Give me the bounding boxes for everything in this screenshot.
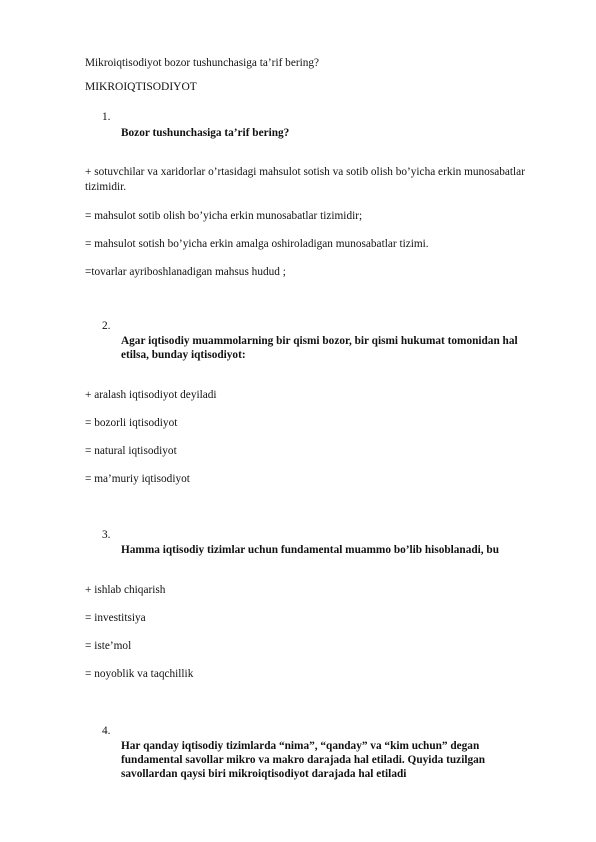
q3-answer-4: = noyoblik va taqchillik (85, 668, 194, 680)
q3-answer-2: = investitsiya (85, 612, 146, 624)
q3-answer-correct: + ishlab chiqarish (85, 584, 166, 596)
q1-answer-2: = mahsulot sotib olish bo’yicha erkin munosabatlar tizimidir; (85, 210, 363, 222)
question-4-number: 4. (102, 725, 111, 737)
question-4-text-line-1: Har qanday iqtisodiy tizimlarda “nima”, “qanday” va “kim uchun” degan (121, 740, 480, 752)
q1-answer-4: =tovarlar ayriboshlanadigan mahsus hudud ; (85, 266, 286, 278)
question-2-text-line-1: Agar iqtisodiy muammolarning bir qismi bozor, bir qismi hukumat tomonidan hal (121, 335, 518, 347)
intro-question: Mikroiqtisodiyot bozor tushunchasiga ta’rif bering? (85, 57, 320, 69)
question-4-text-line-3: savollardan qaysi biri mikroiqtisodiyot darajada hal etiladi (121, 768, 407, 780)
document-heading: MIKROIQTISODIYOT (85, 81, 197, 93)
question-2-number: 2. (102, 320, 111, 332)
q2-answer-2: = bozorli iqtisodiyot (85, 417, 178, 429)
q3-answer-3: = iste’mol (85, 640, 132, 652)
q1-answer-correct: + sotuvchilar va xaridorlar o’rtasidagi mahsulot sotish va sotib olish bo’yicha erkin munosabatlar (85, 166, 525, 178)
q2-answer-4: = ma’muriy iqtisodiyot (85, 473, 190, 485)
question-3-number: 3. (102, 529, 111, 541)
question-3-text: Hamma iqtisodiy tizimlar uchun fundamental muammo bo’lib hisoblanadi, bu (121, 544, 499, 556)
question-4-text-line-2: fundamental savollar mikro va makro darajada hal etiladi. Quyida tuzilgan (121, 754, 486, 766)
q2-answer-correct: + aralash iqtisodiyot deyiladi (85, 389, 217, 401)
question-1-text: Bozor tushunchasiga ta’rif bering? (121, 127, 290, 139)
q1-answer-3: = mahsulot sotish bo’yicha erkin amalga oshiroladigan munosabatlar tizimi. (85, 238, 429, 250)
q2-answer-3: = natural iqtisodiyot (85, 445, 177, 457)
question-2-text-line-2: etilsa, bunday iqtisodiyot: (121, 349, 246, 361)
q1-answer-correct-cont: tizimidir. (85, 181, 127, 193)
question-1-number: 1. (102, 111, 111, 123)
